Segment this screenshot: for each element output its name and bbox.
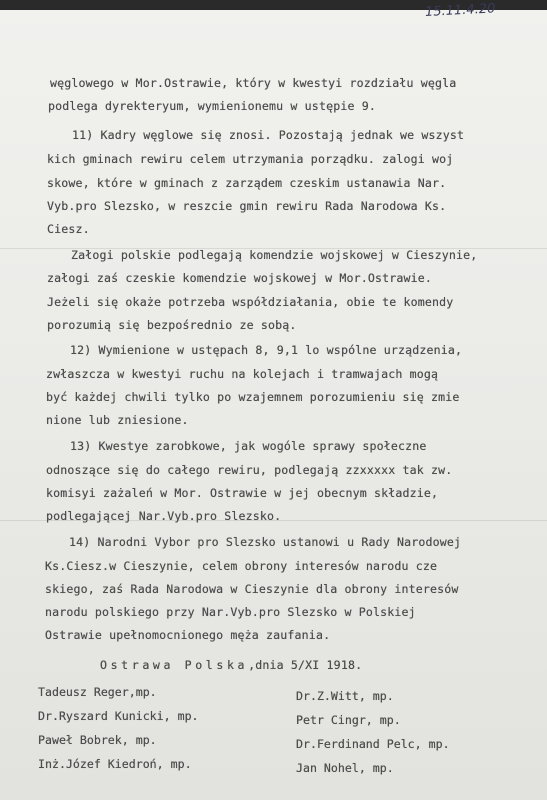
signature-left: Tadeusz Reger,mp.	[38, 685, 157, 699]
text-line: podlega dyrekteryum, wymienionemu w ustępie 9.	[48, 99, 376, 113]
place-name: Ostrawa Polska	[100, 658, 249, 672]
text-line: Ciesz.	[47, 222, 90, 236]
text-line: narodu polskiego przy Nar.Vyb.pro Slezsko w Polskiej	[45, 605, 416, 619]
text-line: 14) Narodni Vybor pro Slezsko ustanowi u Rady Narodowej	[69, 535, 462, 549]
text-line: być każdej chwili tylko po wzajemnem porozumieniu się zmie	[46, 390, 460, 404]
text-line: 11) Kadry węglowe się znosi. Pozostają jednak we wszyst	[72, 128, 465, 142]
text-line: odnoszące się do całego rewiru, podlegają zzxxxxx tak zw.	[46, 463, 453, 477]
archival-handwritten-note: 15.11.4.20	[424, 1, 496, 20]
text-line: nione lub zniesione.	[46, 413, 189, 427]
signature-right: Dr.Ferdinand Pelc, mp.	[296, 737, 450, 751]
text-line: kich gminach rewiru celem utrzymania porządku. zalogi woj	[47, 152, 454, 166]
text-line: węglowego w Mor.Ostrawie, który w kwestyi rozdziału węgla	[50, 76, 457, 90]
signature-left: Dr.Ryszard Kunicki, mp.	[38, 709, 199, 723]
signature-left: Inż.Józef Kiedroń, mp.	[38, 757, 192, 771]
text-line: skowe, które w gminach z zarządem czeskim ustanawia Nar.	[47, 176, 447, 190]
text-line: zwłaszcza w kwestyi ruchu na kolejach i tramwajach mogą	[46, 367, 439, 381]
text-line: Załogi polskie podlegają komendzie wojskowej w Cieszynie,	[71, 248, 478, 262]
dateline	[100, 658, 362, 672]
signature-right: Jan Nohel, mp.	[296, 761, 394, 775]
text-line: porozumią się bezpośrednio ze sobą.	[47, 318, 297, 332]
signature-right: Dr.Z.Witt, mp.	[296, 689, 394, 703]
text-line: komisyi zażaleń w Mor. Ostrawie w jej obecnym składzie,	[46, 486, 439, 500]
text-line: Vyb.pro Slezsko, w reszcie gmin rewiru Rada Narodowa Ks.	[47, 199, 447, 213]
text-line: Jeżeli się okaże potrzeba współdziałania, obie te komendy	[47, 295, 454, 309]
text-line: Ostrawie upełnomocnionego męża zaufania.	[45, 628, 331, 642]
text-line: skiego, zaś Rada Narodowa w Cieszynie dla obrony interesów	[45, 582, 459, 596]
text-line: Ks.Ciesz.w Cieszynie, celem obrony interesów narodu cze	[45, 559, 438, 573]
signature-right: Petr Cingr, mp.	[296, 713, 401, 727]
signature-left: Paweł Bobrek, mp.	[38, 733, 157, 747]
text-line: podlegającej Nar.Vyb.pro Slezsko.	[46, 509, 282, 523]
text-line: załogi zaś czeskie komendzie wojskowej w Mor.Ostrawie.	[47, 271, 433, 285]
text-line: 13) Kwestye zarobkowe, jak wogóle sprawy społeczne	[70, 439, 427, 453]
text-line: 12) Wymienione w ustępach 8, 9,1 lo wspólne urządzenia,	[70, 343, 463, 357]
date: ,dnia 5/XI 1918.	[248, 658, 363, 672]
